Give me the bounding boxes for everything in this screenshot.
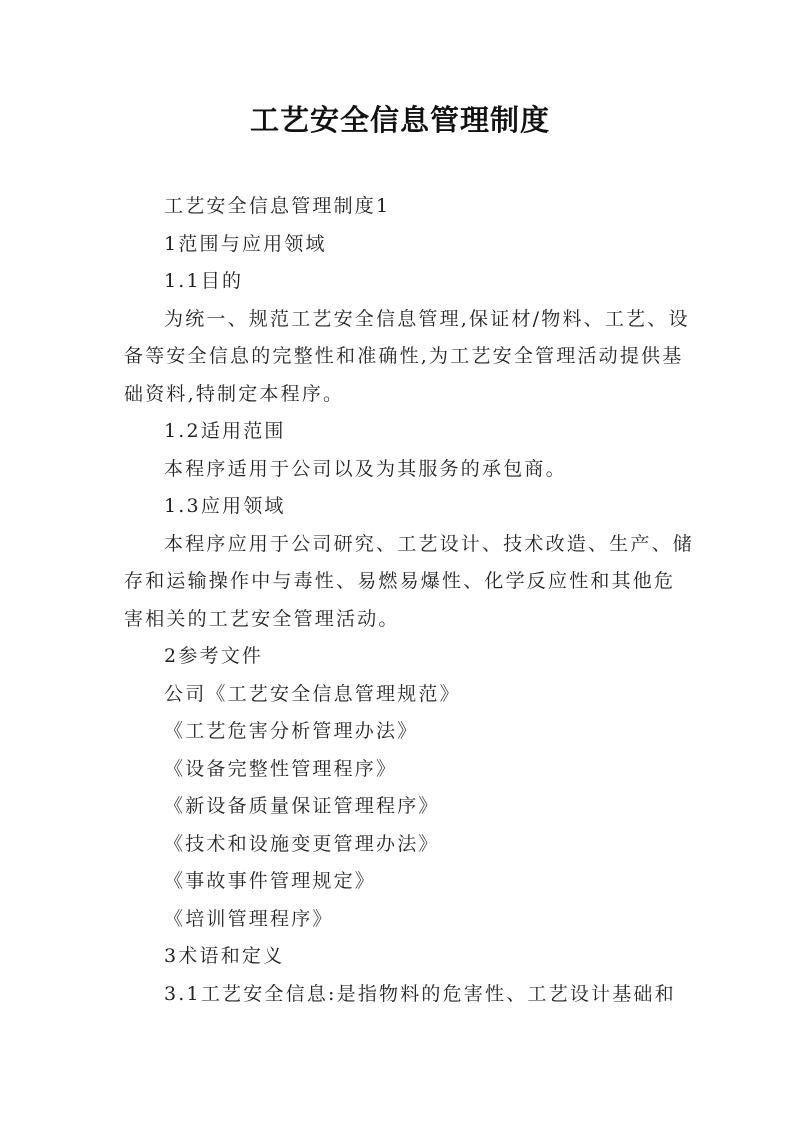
paragraph: 《事故事件管理规定》 [164,870,377,892]
paragraph: 工艺安全信息管理制度1 [164,195,391,217]
document-title: 工艺安全信息管理制度 [249,103,550,137]
paragraph: 公司《工艺安全信息管理规范》 [164,682,461,705]
paragraph: 《新设备质量保证管理程序》 [164,795,440,817]
document-body [124,188,694,1013]
paragraph: 1.3应用领域 [164,495,286,517]
paragraph: 1.1目的 [164,270,244,292]
paragraph: 1.2适用范围 [164,420,286,442]
paragraph: 《工艺危害分析管理办法》 [164,720,419,742]
paragraph: 《培训管理程序》 [164,907,334,930]
paragraph: 为统一、规范工艺安全信息管理,保证材/物料、工艺、设备等安全信息的完整性和准确性,为工艺安全管理活动提供基础资料,特制定本程序。 [124,307,690,405]
paragraph: 本程序应用于公司研究、工艺设计、技术改造、生产、储存和运输操作中与毒性、易燃易爆性、化学反应性和其他危害相关的工艺安全管理活动。 [124,532,695,630]
paragraph: 3.1工艺安全信息:是指物料的危害性、工艺设计基础和 [164,982,676,1005]
paragraph: 3术语和定义 [164,945,285,967]
paragraph: 1范围与应用领域 [164,232,327,255]
paragraph: 本程序适用于公司以及为其服务的承包商。 [164,457,567,480]
paragraph: 《设备完整性管理程序》 [164,757,398,780]
paragraph: 2参考文件 [164,645,264,667]
paragraph: 《技术和设施变更管理办法》 [164,832,440,855]
